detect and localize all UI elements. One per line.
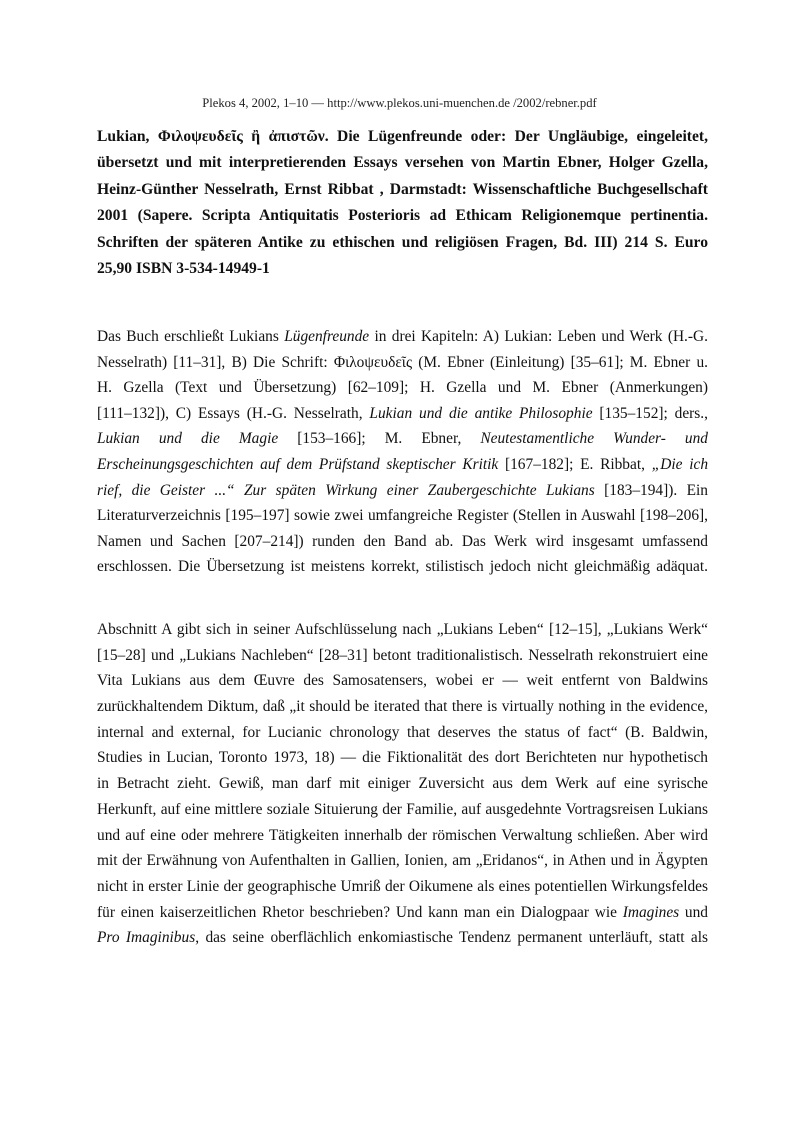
text-line (97, 771, 708, 797)
text-line (97, 203, 708, 229)
italic-text: Lukian und die antike Philosophie (369, 404, 593, 422)
text-line (97, 554, 708, 580)
text-line (97, 617, 708, 643)
text-run: Lukian, Φιλοψευδεῖς ἢ ἀπιστῶν. Die Lügenfreunde oder: Der Ungläubige, eingeleitet, (97, 128, 708, 145)
text-line (97, 256, 708, 282)
text-run: Heinz-Günther Nesselrath, Ernst Ribbat , Darmstadt: Wissenschaftliche Buchgesellschaft (97, 180, 708, 198)
text-line (97, 324, 708, 350)
text-run: [153–166]; M. Ebner, (278, 430, 481, 448)
text-line (97, 720, 708, 746)
text-run: Literaturverzeichnis [195–197] sowie zwei umfangreiche Register (Stellen in Auswahl [198–206], (97, 507, 708, 525)
text-run: in Betracht zieht. Gewiß, man darf mit einiger Zuversicht aus dem Werk auf eine syrische (97, 775, 708, 793)
text-line (97, 745, 708, 771)
text-run: [167–182]; E. Ribbat, (498, 455, 652, 473)
text-run: Vita Lukians aus dem Œuvre des Samosatensers, wobei er — weit entfernt von Baldwins (97, 672, 708, 690)
text-run: Herkunft, auf eine mittlere soziale Situierung der Familie, auf ausgedehnte Vortragsreisen Lukians (97, 800, 708, 818)
text-line (97, 643, 708, 669)
text-line (97, 874, 708, 900)
italic-text: Erscheinungsgeschichten auf dem Prüfstand skeptischer Kritik (97, 455, 499, 473)
italic-text: Imagines (622, 903, 680, 921)
text-line (97, 124, 708, 150)
text-line (97, 150, 708, 176)
text-run: mit der Erwähnung von Aufenthalten in Gallien, Ionien, am „Eridanos“, in Athen und in Ägypten (97, 852, 708, 870)
text-run: nicht in erster Linie der geographische Umriß der Oikumene als eines potentiellen Wirkungsfeldes (97, 877, 708, 895)
text-line (97, 529, 708, 555)
text-run: [183–194]). Ein (594, 481, 708, 499)
text-line (97, 694, 708, 720)
italic-text: Lügenfreunde (284, 328, 370, 345)
text-line (97, 375, 708, 401)
text-line (97, 478, 708, 504)
text-line (97, 177, 708, 203)
text-run: in drei Kapiteln: A) Lukian: Leben und Werk (H.-G. (369, 328, 708, 345)
text-run: [111–132]), C) Essays (H.-G. Nesselrath, (97, 404, 370, 422)
text-line (97, 797, 708, 823)
text-run: Namen und Sachen [207–214]) runden den Band ab. Das Werk wird insgesamt umfassend (97, 532, 708, 550)
text-run: , das seine oberflächlich enkomiastische Tendenz permanent unterläuft, statt als (195, 929, 709, 947)
text-line (97, 900, 708, 926)
text-line (97, 350, 708, 376)
review-title (97, 124, 708, 282)
text-run: Nesselrath) [11–31], B) Die Schrift: Φιλοψευδεῖς (M. Ebner (Einleitung) [35–61]; M. Ebner u. (97, 353, 708, 371)
text-run: [135–152]; ders., (592, 404, 708, 422)
text-run: erschlossen. Die Übersetzung ist meistens korrekt, stilistisch jedoch nicht gleichmäßig adäquat. (97, 558, 708, 576)
italic-text: rief, die Geister ...“ Zur späten Wirkung einer Zaubergeschichte Lukians (97, 481, 595, 499)
text-line (97, 401, 708, 427)
text-run: übersetzt und mit interpretierenden Essays versehen von Martin Ebner, Holger Gzella, (97, 154, 708, 172)
italic-text: „Die ich (651, 455, 709, 473)
text-run: H. Gzella (Text und Übersetzung) [62–109]; H. Gzella und M. Ebner (Anmerkungen) (97, 379, 708, 397)
text-line (97, 668, 708, 694)
text-run: für einen kaiserzeitlichen Rhetor beschrieben? Und kann man ein Dialogpaar wie (97, 903, 623, 921)
text-line (97, 925, 708, 951)
text-line (97, 452, 708, 478)
text-run: 25,90 ISBN 3-534-14949-1 (97, 259, 270, 277)
text-line (97, 823, 708, 849)
text-run: Abschnitt A gibt sich in seiner Aufschlüsselung nach „Lukians Leben“ [12–15], „Lukians Werk“ (97, 621, 708, 638)
italic-text: Neutestamentliche Wunder- und (480, 430, 709, 448)
text-run: zurückhaltendem Diktum, daß „it should be iterated that there is virtually nothing in the evidence, (97, 698, 708, 716)
text-line (97, 426, 708, 452)
text-run: [15–28] und „Lukians Nachleben“ [28–31] betont traditionalistisch. Nesselrath rekonstruiert eine (97, 646, 708, 664)
running-header: Plekos 4, 2002, 1–10 — http://www.plekos.uni-muenchen.de /2002/rebner.pdf (202, 96, 597, 110)
text-run: internal and external, for Lucianic chronology that deserves the status of fact“ (B. Baldwin, (97, 723, 708, 741)
text-run: und auf eine oder mehrere Tätigkeiten innerhalb der römischen Verwaltung schließen. Aber wird (97, 826, 708, 844)
italic-text: Pro Imaginibus (97, 929, 196, 947)
text-run: Schriften der späteren Antike zu ethischen und religiösen Fragen, Bd. III) 214 S. Euro (97, 233, 708, 251)
text-line (97, 848, 708, 874)
text-run: Studies in Lucian, Toronto 1973, 18) — die Fiktionalität des dort Berichteten nur hypothetisch (97, 749, 708, 767)
text-line (97, 503, 708, 529)
text-run: 2001 (Sapere. Scripta Antiquitatis Posterioris ad Ethicam Religionemque pertinentia. (97, 207, 708, 225)
italic-text: Lukian und die Magie (97, 430, 279, 448)
text-run: und (679, 903, 708, 921)
text-run: Das Buch erschließt Lukians (97, 328, 285, 345)
paragraph-overview (97, 324, 708, 580)
paragraph-section-a (97, 617, 708, 951)
text-line (97, 230, 708, 256)
